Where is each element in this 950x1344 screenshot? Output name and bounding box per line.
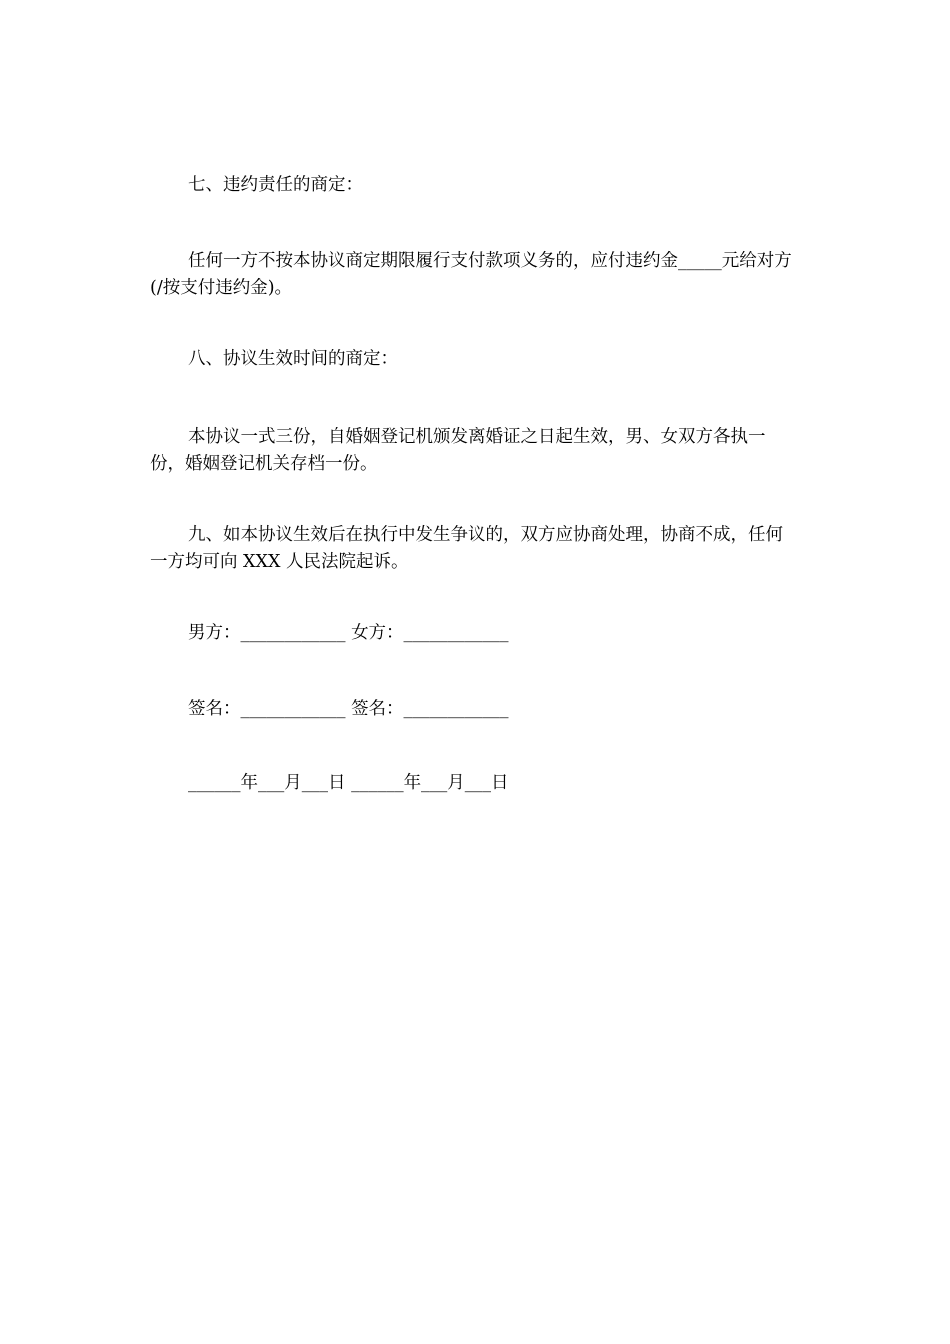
section-8-body: 本协议一式三份，自婚姻登记机颁发离婚证之日起生效，男、女双方各执一份，婚姻登记机关存档一份。: [150, 427, 766, 474]
section-7-body: 任何一方不按本协议商定期限履行支付款项义务的，应付违约金_____元给对方(/按支付违约金)。: [150, 251, 792, 298]
section-7-heading: 七、违约责任的商定：: [188, 175, 363, 195]
date-line: ______年___月___日 ______年___月___日: [188, 773, 509, 793]
section-9-paragraph: 九、如本协议生效后在执行中发生争议的，双方应协商处理，协商不成，任何一方均可向 XXX 人民法院起诉。: [150, 525, 783, 572]
parties-line: 男方：____________ 女方：____________: [188, 623, 509, 643]
section-8-heading: 八、协议生效时间的商定：: [188, 349, 398, 369]
signature-line: 签名：____________ 签名：____________: [188, 699, 509, 719]
